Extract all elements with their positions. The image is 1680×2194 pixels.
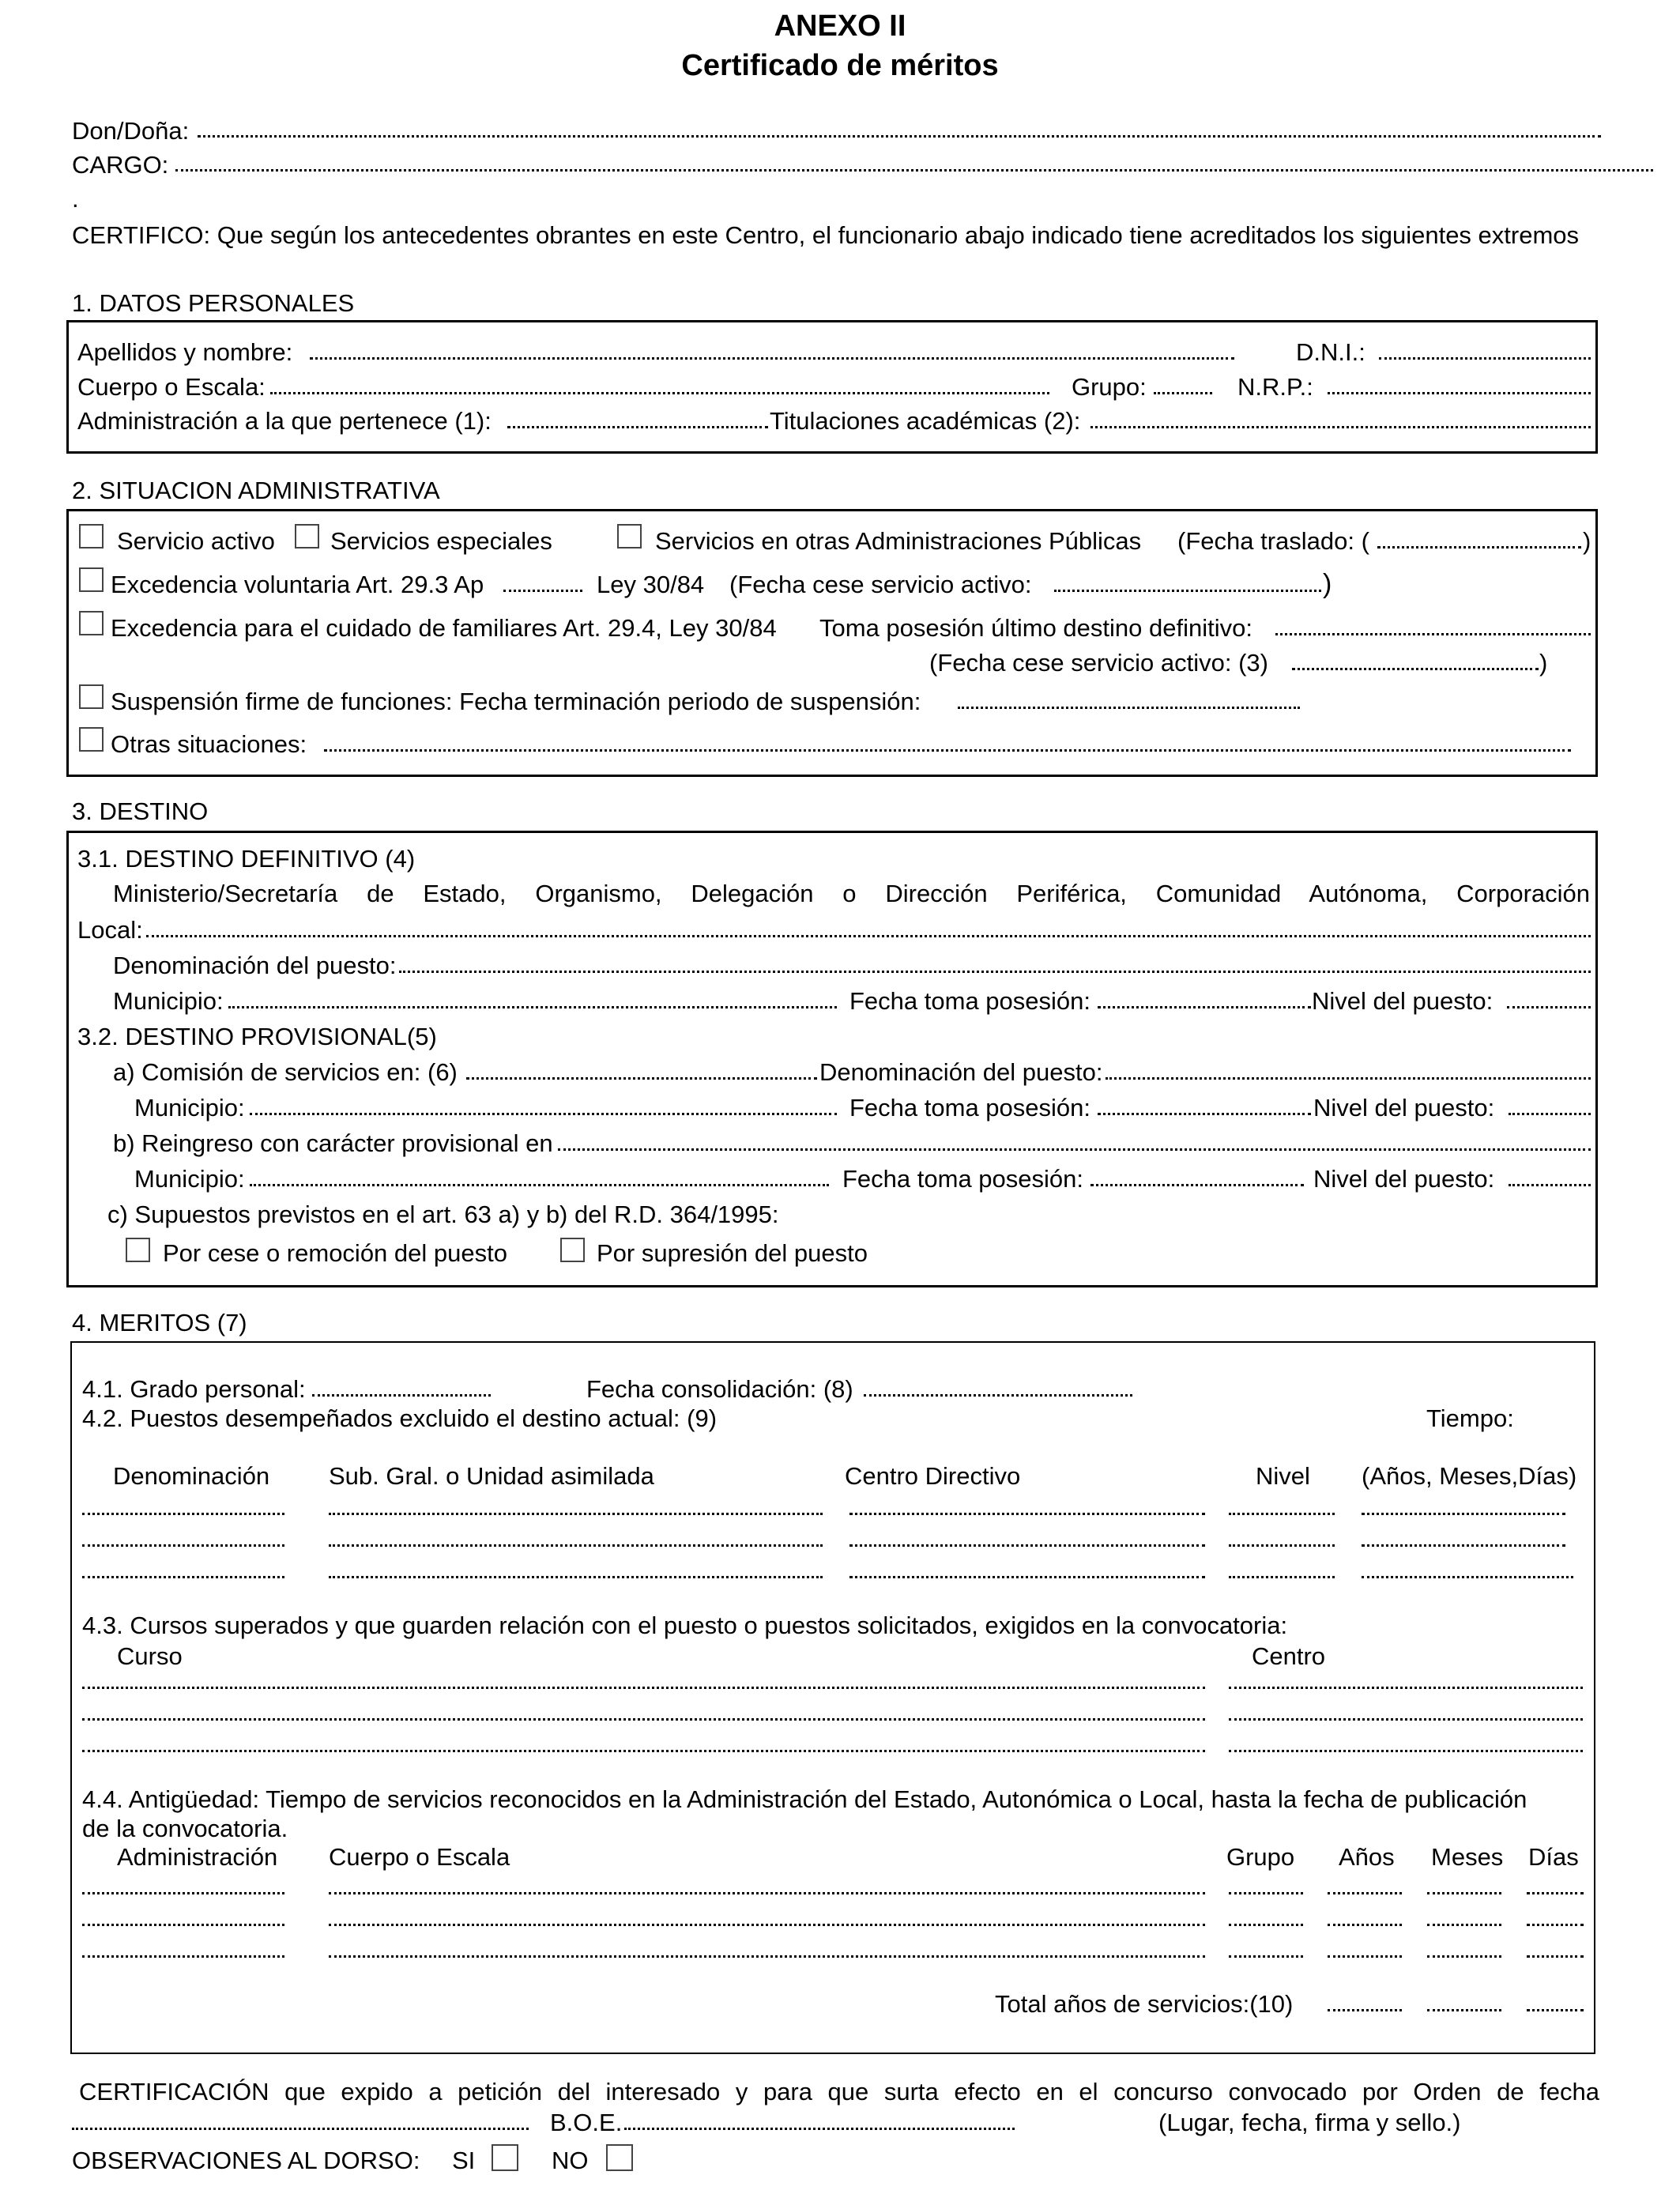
col-dias: Días xyxy=(1528,1843,1579,1871)
section-1-heading: 1. DATOS PERSONALES xyxy=(72,289,355,317)
otras-situaciones-label: Otras situaciones: xyxy=(111,730,307,758)
curso-3-centro[interactable] xyxy=(1229,1750,1583,1752)
servicios-especiales-checkbox[interactable] xyxy=(295,524,319,548)
curso-2-field[interactable] xyxy=(82,1718,1205,1721)
si-label: SI xyxy=(452,2147,476,2174)
puesto-2-denominacion[interactable] xyxy=(82,1544,284,1547)
servicios-especiales-label: Servicios especiales xyxy=(330,527,552,555)
section-3-heading: 3. DESTINO xyxy=(72,797,209,825)
fecha-cese-field[interactable] xyxy=(1054,590,1321,592)
antig-2-anos[interactable] xyxy=(1328,1924,1402,1926)
antig-1-meses[interactable] xyxy=(1427,1892,1501,1894)
curso-1-field[interactable] xyxy=(82,1687,1205,1689)
boe-label: B.O.E. xyxy=(550,2109,623,2136)
otras-admin-checkbox[interactable] xyxy=(617,524,642,548)
fecha-toma-label: Fecha toma posesión: xyxy=(849,987,1091,1015)
comision-fecha-toma-field[interactable] xyxy=(1098,1113,1311,1115)
reingreso-nivel-label: Nivel del puesto: xyxy=(1313,1165,1495,1193)
excedencia-familiares-checkbox[interactable] xyxy=(79,611,104,635)
meritos-box xyxy=(70,1341,1595,2054)
ministerio-label: Ministerio/Secretaría de Estado, Organismo, Delegación o Dirección Periférica, Comunidad Autónoma, Corporación xyxy=(113,880,1590,907)
col-grupo: Grupo xyxy=(1226,1843,1295,1871)
local-field[interactable] xyxy=(146,935,1591,937)
no-checkbox[interactable] xyxy=(606,2144,633,2171)
fecha-cese-3-close: ) xyxy=(1539,649,1548,677)
col-curso: Curso xyxy=(117,1642,183,1670)
fecha-cese-label: (Fecha cese servicio activo: xyxy=(729,571,1032,598)
col-anos: Años xyxy=(1339,1843,1395,1871)
nrp-label: N.R.P.: xyxy=(1237,373,1313,401)
comision-nivel-label: Nivel del puesto: xyxy=(1313,1094,1495,1122)
destino-definitivo-heading: 3.1. DESTINO DEFINITIVO (4) xyxy=(77,845,416,873)
certificacion-text: CERTIFICACIÓN que expido a petición del interesado y para que surta efecto en el concurso convocado por Orden de fecha xyxy=(79,2078,1599,2105)
antig-2-cuerpo[interactable] xyxy=(329,1924,1205,1926)
col-nivel: Nivel xyxy=(1256,1462,1310,1490)
cese-checkbox[interactable] xyxy=(126,1238,150,1262)
col-administracion: Administración xyxy=(117,1843,278,1871)
dni-label: D.N.I.: xyxy=(1296,338,1365,366)
antig-1-administracion[interactable] xyxy=(82,1892,284,1894)
puesto-2-centro[interactable] xyxy=(849,1544,1205,1547)
col-centro: Centro xyxy=(1252,1642,1326,1670)
supresion-label: Por supresión del puesto xyxy=(597,1239,868,1267)
document-title: Certificado de méritos xyxy=(681,49,999,82)
otras-situaciones-field[interactable] xyxy=(324,749,1571,752)
grado-field[interactable] xyxy=(312,1394,491,1397)
antig-2-meses[interactable] xyxy=(1427,1924,1501,1926)
reingreso-field[interactable] xyxy=(558,1148,1591,1151)
col-subgral: Sub. Gral. o Unidad asimilada xyxy=(329,1462,654,1490)
fecha-traslado-close: ) xyxy=(1583,527,1591,555)
col-meses: Meses xyxy=(1431,1843,1504,1871)
antig-3-grupo[interactable] xyxy=(1229,1955,1303,1958)
toma-posesion-field[interactable] xyxy=(1275,633,1591,635)
antig-1-grupo[interactable] xyxy=(1229,1892,1303,1894)
apellidos-field[interactable] xyxy=(310,357,1234,360)
excedencia-voluntaria-label: Excedencia voluntaria Art. 29.3 Ap xyxy=(111,571,484,598)
nivel-label: Nivel del puesto: xyxy=(1312,987,1494,1015)
ley-label: Ley 30/84 xyxy=(597,571,705,598)
puesto-2-subgral[interactable] xyxy=(329,1544,823,1547)
destino-provisional-heading: 3.2. DESTINO PROVISIONAL(5) xyxy=(77,1023,437,1050)
suspension-checkbox[interactable] xyxy=(79,684,104,709)
antig-3-administracion[interactable] xyxy=(82,1955,284,1958)
cuerpo-label: Cuerpo o Escala: xyxy=(77,373,266,401)
municipio-label: Municipio: xyxy=(113,987,224,1015)
excedencia-voluntaria-checkbox[interactable] xyxy=(79,567,104,592)
reingreso-fecha-toma-field[interactable] xyxy=(1090,1184,1304,1186)
fecha-traslado-field[interactable] xyxy=(1377,546,1581,548)
fecha-toma-field[interactable] xyxy=(1098,1006,1311,1008)
servicio-activo-label: Servicio activo xyxy=(117,527,275,555)
suspension-field[interactable] xyxy=(958,707,1300,709)
puesto-1-centro[interactable] xyxy=(849,1513,1205,1515)
antig-1-anos[interactable] xyxy=(1328,1892,1402,1894)
section-4-heading: 4. MERITOS (7) xyxy=(72,1309,247,1336)
grupo-label: Grupo: xyxy=(1072,373,1147,401)
local-label: Local: xyxy=(77,916,143,944)
curso-1-centro[interactable] xyxy=(1229,1687,1583,1689)
puesto-2-nivel[interactable] xyxy=(1229,1544,1335,1547)
comision-municipio-label: Municipio: xyxy=(134,1094,245,1122)
don-dona-label: Don/Doña: xyxy=(72,117,190,145)
fecha-cese-3-field[interactable] xyxy=(1292,668,1539,670)
grado-label: 4.1. Grado personal: xyxy=(82,1375,306,1403)
puestos-label: 4.2. Puestos desempeñados excluido el destino actual: (9) xyxy=(82,1404,718,1432)
nrp-field[interactable] xyxy=(1328,392,1591,394)
cargo-field[interactable] xyxy=(175,169,1653,172)
comision-nivel-field[interactable] xyxy=(1509,1113,1591,1115)
denominacion-field[interactable] xyxy=(399,971,1591,973)
reingreso-municipio-label: Municipio: xyxy=(134,1165,245,1193)
lugar-fecha-label: (Lugar, fecha, firma y sello.) xyxy=(1158,2109,1461,2136)
dni-field[interactable] xyxy=(1379,357,1591,360)
otras-situaciones-checkbox[interactable] xyxy=(79,727,104,752)
administracion-field[interactable] xyxy=(507,426,768,428)
cuerpo-field[interactable] xyxy=(270,392,1049,394)
boe-field[interactable] xyxy=(624,2128,1015,2130)
col-denominacion: Denominación xyxy=(113,1462,270,1490)
reingreso-fecha-toma-label: Fecha toma posesión: xyxy=(842,1165,1084,1193)
excedencia-familiares-label: Excedencia para el cuidado de familiares Art. 29.4, Ley 30/84 xyxy=(111,614,777,642)
nivel-field[interactable] xyxy=(1507,1006,1591,1008)
apartado-field[interactable] xyxy=(503,590,582,592)
puesto-3-subgral[interactable] xyxy=(329,1576,823,1578)
otras-admin-label: Servicios en otras Administraciones Públicas xyxy=(655,527,1142,555)
antig-3-dias[interactable] xyxy=(1527,1955,1584,1958)
antig-2-grupo[interactable] xyxy=(1229,1924,1303,1926)
denominacion-label: Denominación del puesto: xyxy=(113,952,397,979)
comision-field[interactable] xyxy=(466,1077,817,1080)
fecha-consolidacion-label: Fecha consolidación: (8) xyxy=(586,1375,853,1403)
comision-label: a) Comisión de servicios en: (6) xyxy=(113,1058,458,1086)
si-checkbox[interactable] xyxy=(492,2144,518,2171)
cese-label: Por cese o remoción del puesto xyxy=(163,1239,507,1267)
total-anos-field[interactable] xyxy=(1328,2009,1402,2011)
comision-municipio-field[interactable] xyxy=(250,1113,837,1115)
supresion-checkbox[interactable] xyxy=(560,1238,585,1262)
puesto-2-tiempo[interactable] xyxy=(1362,1544,1565,1547)
section-2-heading: 2. SITUACION ADMINISTRATIVA xyxy=(72,477,440,504)
antig-2-administracion[interactable] xyxy=(82,1924,284,1926)
no-label: NO xyxy=(552,2147,589,2174)
cargo-label: CARGO: xyxy=(72,151,169,179)
puesto-1-tiempo[interactable] xyxy=(1362,1513,1565,1515)
antig-1-cuerpo[interactable] xyxy=(329,1892,1205,1894)
reingreso-municipio-field[interactable] xyxy=(250,1184,829,1186)
comision-denominacion-label: Denominación del puesto: xyxy=(819,1058,1103,1086)
antig-3-meses[interactable] xyxy=(1427,1955,1501,1958)
fecha-cese-close: ) xyxy=(1323,569,1332,599)
fecha-cese-3-label: (Fecha cese servicio activo: (3) xyxy=(929,649,1268,677)
fecha-traslado-label: (Fecha traslado: ( xyxy=(1177,527,1369,555)
observaciones-label: OBSERVACIONES AL DORSO: xyxy=(72,2147,420,2174)
curso-2-centro[interactable] xyxy=(1229,1718,1583,1721)
supuestos-label: c) Supuestos previstos en el art. 63 a) y b) del R.D. 364/1995: xyxy=(107,1201,779,1228)
antiguedad-label-2: de la convocatoria. xyxy=(82,1815,288,1842)
antig-3-anos[interactable] xyxy=(1328,1955,1402,1958)
puesto-3-centro[interactable] xyxy=(849,1576,1205,1578)
total-label: Total años de servicios:(10) xyxy=(995,1990,1294,2018)
apellidos-label: Apellidos y nombre: xyxy=(77,338,293,366)
titulaciones-field[interactable] xyxy=(1090,426,1591,428)
puesto-3-denominacion[interactable] xyxy=(82,1576,284,1578)
municipio-field[interactable] xyxy=(228,1006,837,1008)
puesto-1-nivel[interactable] xyxy=(1229,1513,1335,1515)
fecha-consolidacion-field[interactable] xyxy=(864,1394,1132,1397)
col-centro-directivo: Centro Directivo xyxy=(845,1462,1021,1490)
certifico-text: CERTIFICO: Que según los antecedentes obrantes en este Centro, el funcionario abajo indicado tiene acreditados los siguientes extremos xyxy=(72,221,1580,249)
total-meses-field[interactable] xyxy=(1427,2009,1501,2011)
antig-3-cuerpo[interactable] xyxy=(329,1955,1205,1958)
cargo-dot: . xyxy=(72,185,79,213)
servicio-activo-checkbox[interactable] xyxy=(79,524,104,548)
don-dona-field[interactable] xyxy=(198,135,1601,138)
orden-fecha-field[interactable] xyxy=(72,2128,529,2130)
reingreso-label: b) Reingreso con carácter provisional en xyxy=(113,1129,553,1157)
toma-posesion-label: Toma posesión último destino definitivo: xyxy=(819,614,1252,642)
administracion-label: Administración a la que pertenece (1): xyxy=(77,407,492,435)
titulaciones-label: Titulaciones académicas (2): xyxy=(770,407,1081,435)
suspension-label: Suspensión firme de funciones: Fecha terminación periodo de suspensión: xyxy=(111,688,921,715)
antig-2-dias[interactable] xyxy=(1527,1924,1584,1926)
antiguedad-label-1: 4.4. Antigüedad: Tiempo de servicios reconocidos en la Administración del Estado, Autonómica o Local, hasta la fecha de publicación xyxy=(82,1785,1527,1813)
puesto-3-tiempo[interactable] xyxy=(1362,1576,1573,1578)
comision-denominacion-field[interactable] xyxy=(1106,1077,1591,1080)
puesto-1-subgral[interactable] xyxy=(329,1513,823,1515)
annex-title: ANEXO II xyxy=(774,9,906,43)
col-cuerpo: Cuerpo o Escala xyxy=(329,1843,510,1871)
cursos-label: 4.3. Cursos superados y que guarden relación con el puesto o puestos solicitados, exigidos en la convocatoria: xyxy=(82,1612,1288,1639)
comision-fecha-toma-label: Fecha toma posesión: xyxy=(849,1094,1091,1122)
antig-1-dias[interactable] xyxy=(1527,1892,1584,1894)
puesto-3-nivel[interactable] xyxy=(1229,1576,1335,1578)
total-dias-field[interactable] xyxy=(1527,2009,1584,2011)
col-tiempo: (Años, Meses,Días) xyxy=(1362,1462,1577,1490)
grupo-field[interactable] xyxy=(1154,392,1212,394)
curso-3-field[interactable] xyxy=(82,1750,1205,1752)
puesto-1-denominacion[interactable] xyxy=(82,1513,284,1515)
tiempo-label: Tiempo: xyxy=(1426,1404,1514,1432)
reingreso-nivel-field[interactable] xyxy=(1509,1184,1591,1186)
